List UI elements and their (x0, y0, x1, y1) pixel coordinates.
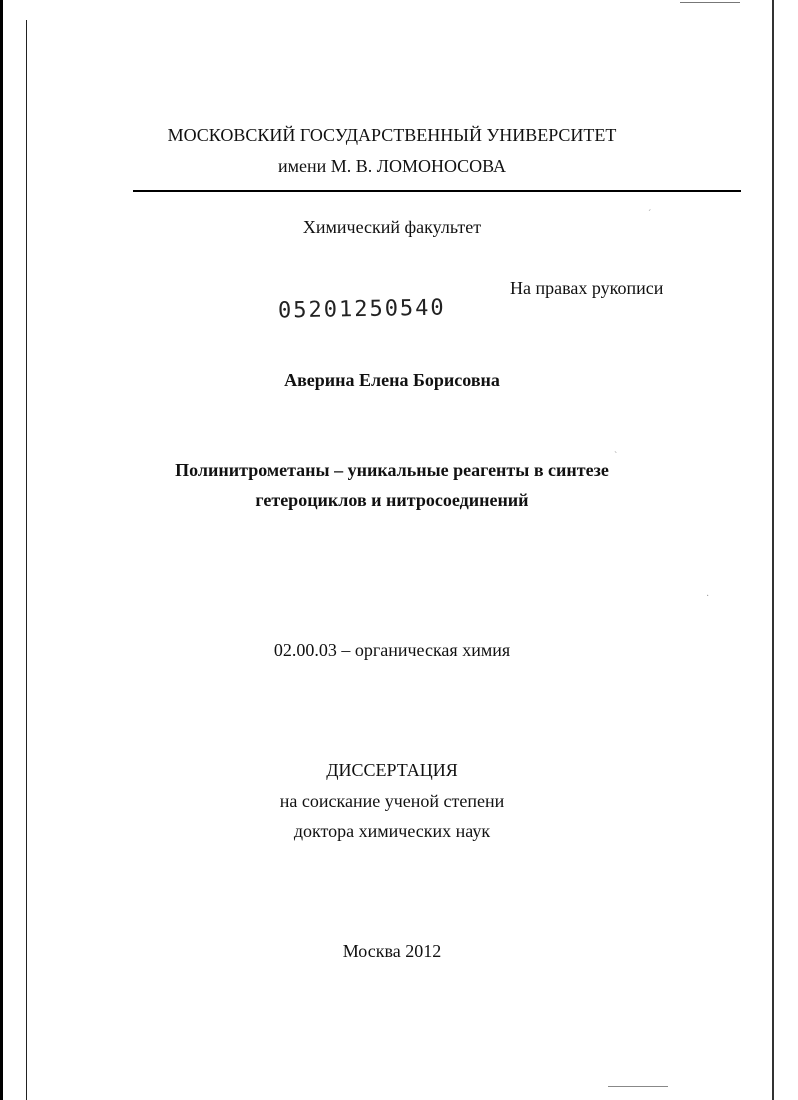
thesis-title-line-2: гетероциклов и нитросоединений (255, 490, 529, 510)
place-year: Москва 2012 (342, 941, 442, 961)
document-type-heading: ДИССЕРТАЦИЯ (326, 760, 458, 780)
specialty: 02.00.03 – органическая химия (273, 640, 511, 660)
author-name: Аверина Елена Борисовна (284, 370, 500, 390)
rights-note: На правах рукописи (510, 278, 664, 298)
scan-bottom-mark (608, 1086, 668, 1087)
scan-top-mark (680, 2, 740, 3)
university-name: МОСКОВСКИЙ ГОСУДАРСТВЕННЫЙ УНИВЕРСИТЕТ (167, 125, 617, 145)
university-named-after: имени М. В. ЛОМОНОСОВА (277, 156, 507, 176)
faculty-name: Химический факультет (302, 217, 482, 237)
scan-speck: · (706, 591, 710, 602)
scan-speck: ` (614, 451, 618, 462)
thesis-title-line-1: Полинитрометаны – уникальные реагенты в синтезе (175, 460, 609, 480)
document-type-line-2: доктора химических наук (293, 821, 491, 841)
header-divider (133, 190, 741, 192)
scan-edge-left-inner (26, 20, 27, 1100)
scan-speck: ´ (648, 209, 652, 220)
registration-number: 05201250540 (277, 295, 446, 324)
document-type-line-1: на соискание ученой степени (279, 791, 505, 811)
